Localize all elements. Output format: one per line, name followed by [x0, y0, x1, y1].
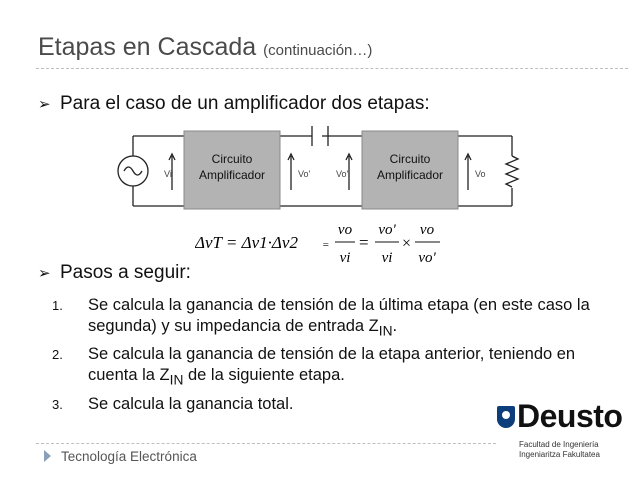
bullet-two-stage	[38, 93, 430, 115]
label-vi2: Vo'	[336, 169, 349, 179]
title-sub: (continuación…)	[263, 42, 373, 59]
step-number: 1.	[52, 298, 63, 313]
frac3-num: vo	[419, 222, 435, 238]
block2-line1: Circuito	[389, 152, 431, 166]
arrowhead-bullet-icon: ➢	[38, 96, 51, 113]
svg-text:=: =	[359, 233, 369, 252]
step-sub: IN	[378, 323, 393, 339]
triangle-marker-icon	[44, 450, 51, 462]
title-divider	[36, 68, 628, 69]
frac1-den: vi	[339, 250, 351, 266]
bullet-text: Pasos a seguir:	[60, 262, 191, 283]
bullet-text: Para el caso de un amplificador dos etapas:	[60, 93, 430, 114]
gain-formula	[195, 217, 455, 269]
step-text: Se calcula la ganancia de tensión de la última etapa (en este caso la segunda) y su impedancia de entrada Z	[88, 296, 590, 335]
slide-title	[38, 33, 372, 62]
logo-name: Deusto	[517, 398, 623, 434]
footer-divider	[36, 443, 496, 444]
formula-times: ×	[402, 235, 412, 252]
logo-line1: Facultad de Ingeniería	[519, 440, 599, 449]
step-text: Se calcula la ganancia de tensión de la etapa anterior, teniendo en cuenta la Z	[88, 345, 576, 385]
shield-icon	[497, 406, 515, 428]
steps-list	[52, 295, 592, 418]
frac2-den: vi	[381, 250, 393, 266]
step-number: 3.	[52, 396, 63, 412]
cascade-circuit-diagram	[100, 118, 570, 218]
deusto-logo	[497, 398, 632, 464]
label-vo1: Vo'	[298, 169, 311, 179]
step-text-end: de la siguiente etapa.	[183, 366, 345, 385]
step-sub: IN	[169, 372, 184, 388]
step-text: Se calcula la ganancia total.	[88, 394, 294, 413]
block1-line1: Circuito	[211, 152, 253, 166]
title-main: Etapas en Cascada	[38, 33, 257, 61]
list-item	[52, 344, 592, 390]
label-vi: Vi	[164, 169, 172, 179]
formula-eq: =	[322, 239, 330, 251]
frac2-num: vo'	[378, 222, 396, 238]
footer-text: Tecnología Electrónica	[61, 449, 197, 464]
list-item	[52, 295, 592, 341]
bullet-steps	[38, 262, 191, 284]
arrowhead-bullet-icon: ➢	[38, 265, 51, 282]
frac3-den: vo'	[418, 250, 436, 266]
block2-line2: Amplificador	[376, 168, 444, 182]
logo-line2: Ingeniaritza Fakultatea	[519, 450, 600, 459]
footer	[44, 449, 197, 464]
label-vo: Vo	[475, 169, 486, 179]
step-number: 2.	[52, 347, 63, 363]
formula-left: ΔvT = Δv1·Δv2	[195, 233, 298, 252]
frac1-num: vo	[337, 222, 353, 238]
step-text-end: .	[392, 317, 398, 335]
block1-line2: Amplificador	[198, 168, 266, 182]
